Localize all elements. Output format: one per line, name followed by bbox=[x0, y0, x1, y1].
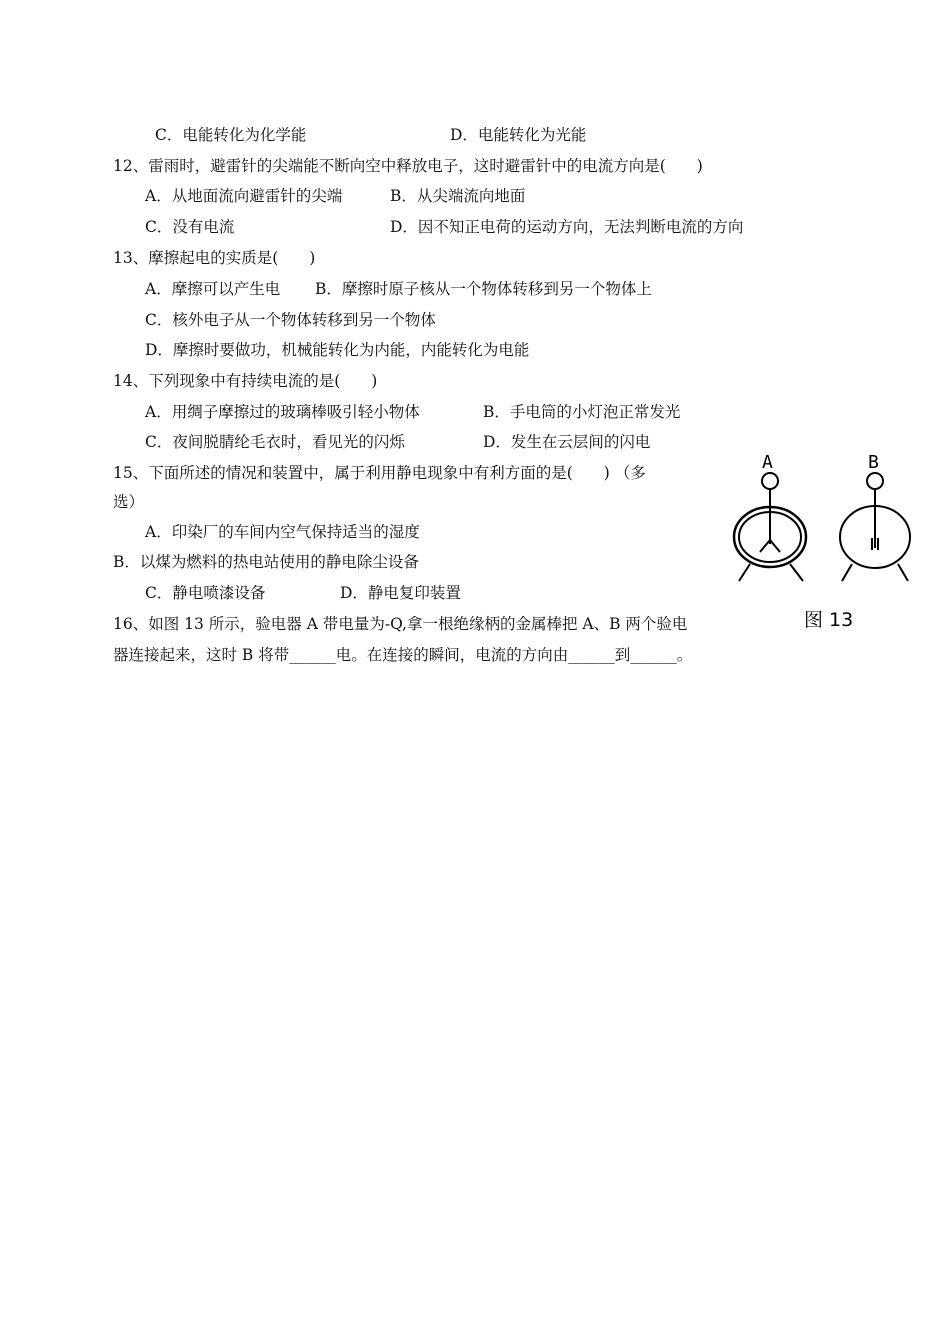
electroscope-a bbox=[734, 452, 806, 581]
q12-option-a: A．从地面流向避雷针的尖端 bbox=[145, 187, 343, 205]
q13-option-b: B．摩擦时原子核从一个物体转移到另一个物体上 bbox=[315, 280, 652, 298]
q15-stem-line1: 15、下面所述的情况和装置中，属于利用静电现象中有利方面的是( ) （多 bbox=[113, 464, 646, 482]
q12-stem: 12、雷雨时，避雷针的尖端能不断向空中释放电子，这时避雷针中的电流方向是( ) bbox=[113, 157, 703, 175]
q14-option-d: D．发生在云层间的闪电 bbox=[483, 433, 651, 451]
q15-option-a: A．印染厂的车间内空气保持适当的湿度 bbox=[145, 523, 420, 541]
electroscope-b bbox=[840, 452, 910, 581]
q14-stem: 14、下列现象中有持续电流的是( ) bbox=[113, 372, 378, 390]
q15-stem-line2: 选） bbox=[113, 493, 145, 511]
q13-option-a: A．摩擦可以产生电 bbox=[145, 280, 281, 298]
q13-stem: 13、摩擦起电的实质是( ) bbox=[113, 249, 316, 267]
q12-option-c: C．没有电流 bbox=[145, 218, 235, 236]
q16-line2: 器连接起来，这时 B 将带______电。在连接的瞬间，电流的方向由______到______。 bbox=[113, 646, 693, 664]
q13-option-d: D．摩擦时要做功，机械能转化为内能，内能转化为电能 bbox=[145, 341, 530, 359]
q11-option-c: C．电能转化为化学能 bbox=[155, 126, 307, 144]
figure-13-electroscopes bbox=[728, 450, 928, 635]
q15-option-d: D．静电复印装置 bbox=[340, 584, 461, 602]
q11-option-d: D．电能转化为光能 bbox=[450, 126, 587, 144]
q12-option-b: B．从尖端流向地面 bbox=[390, 187, 526, 205]
label-b: B bbox=[868, 452, 879, 473]
figure-caption: 图 13 bbox=[804, 609, 854, 631]
q12-option-d: D．因不知正电荷的运动方向，无法判断电流的方向 bbox=[390, 218, 744, 236]
q14-option-c: C．夜间脱腈纶毛衣时，看见光的闪烁 bbox=[145, 433, 405, 451]
q14-option-a: A．用绸子摩擦过的玻璃棒吸引轻小物体 bbox=[145, 403, 420, 421]
label-a: A bbox=[762, 452, 773, 473]
q15-option-c: C．静电喷漆设备 bbox=[145, 584, 266, 602]
q15-option-b: B．以煤为燃料的热电站使用的静电除尘设备 bbox=[113, 553, 419, 571]
q14-option-b: B．手电筒的小灯泡正常发光 bbox=[483, 403, 681, 421]
q13-option-c: C．核外电子从一个物体转移到另一个物体 bbox=[145, 311, 436, 329]
q16-line1: 16、如图 13 所示，验电器 A 带电量为-Q,拿一根绝缘柄的金属棒把 A、B 两个验电 bbox=[113, 615, 688, 633]
